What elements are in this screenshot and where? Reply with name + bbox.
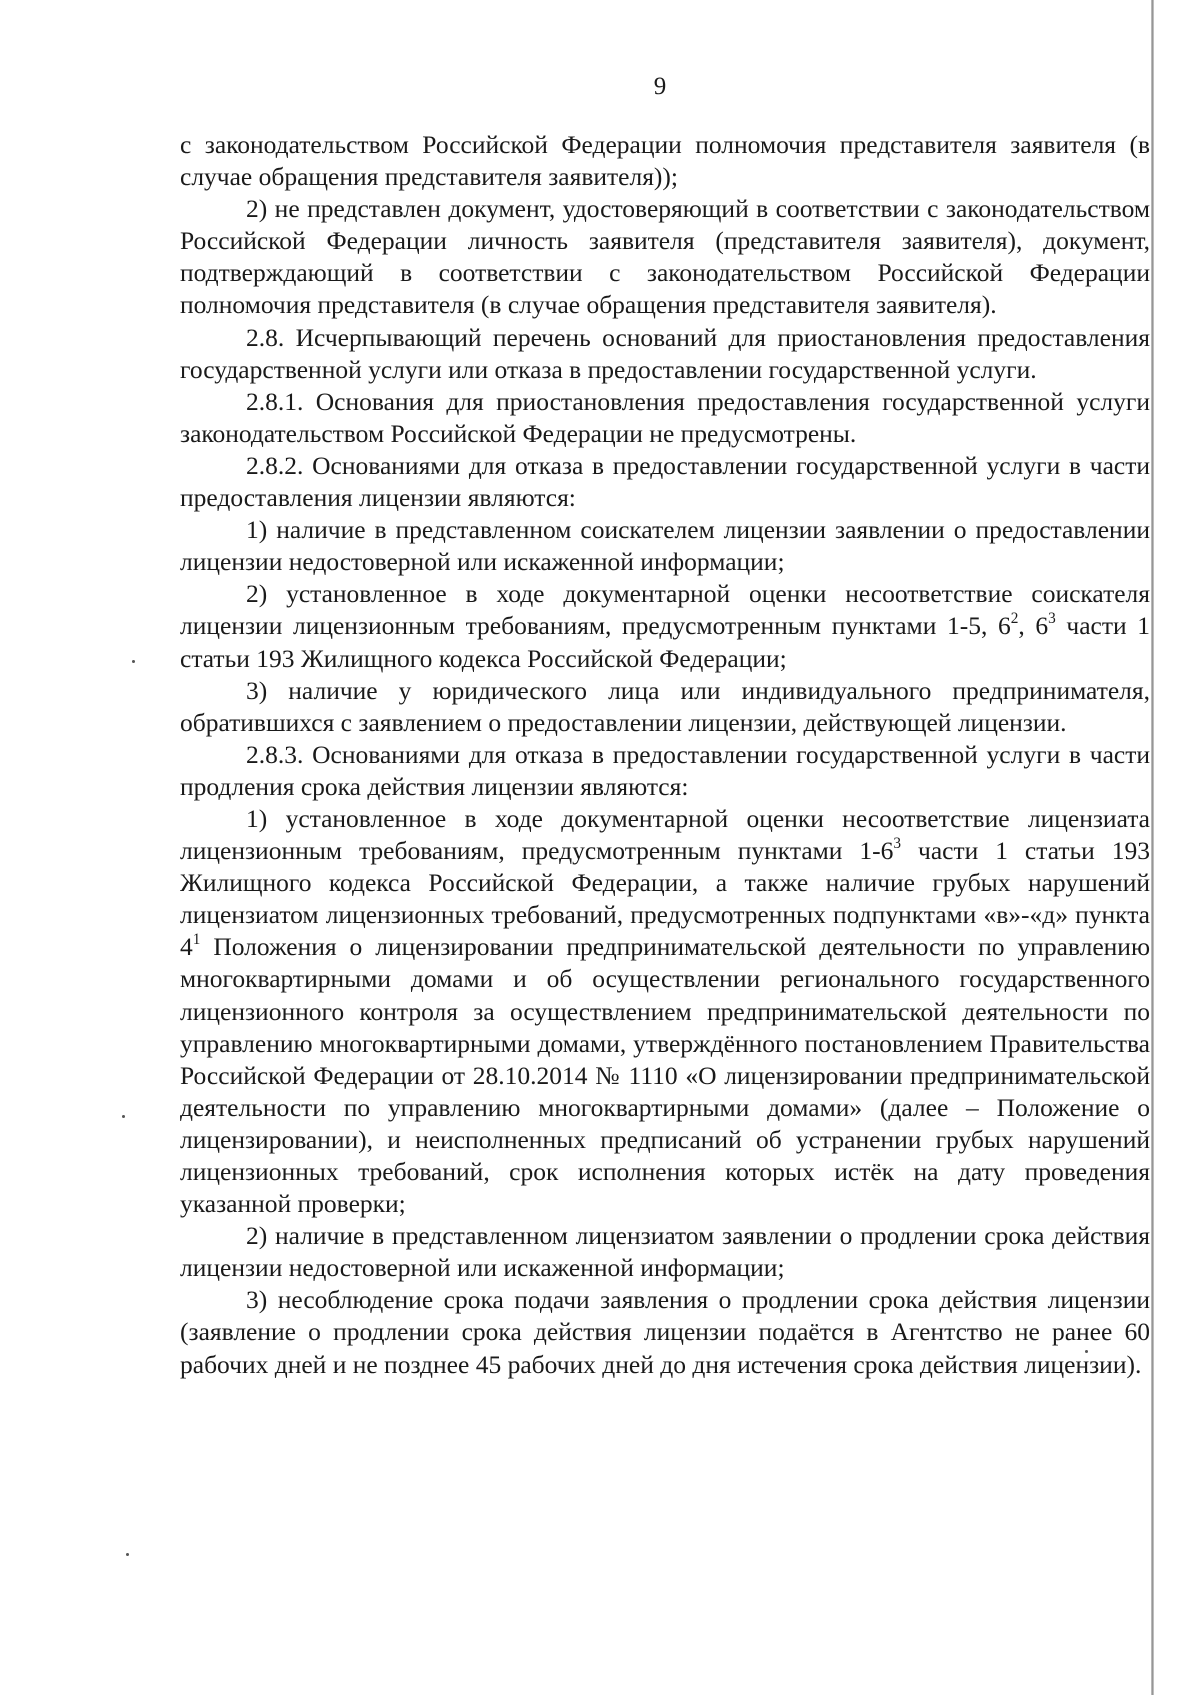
text-segment: части 1 статьи 193 Жилищного кодекса Российской Федерации; (180, 611, 1150, 673)
section-2-8-heading: 2.8. Исчерпывающий перечень оснований для приостановления предоставления государственной услуги или отказа в предоставлении государственной услуги. (180, 322, 1150, 384)
paragraph-2-8-3-item-1 (180, 803, 1150, 1220)
superscript: 3 (1048, 609, 1056, 627)
scan-speck (132, 660, 135, 663)
text-segment: 2) установленное в ходе документарной оценки несоответствие соискателя лицензии лицензионным требованиям, предусмотренным пунктами 1-5, 6 (180, 579, 1150, 641)
superscript: 2 (1010, 609, 1019, 627)
paragraph-2-8-2-item-3: 3) наличие у юридического лица или индивидуального предпринимателя, обратившихся с заявлением о предоставлении лицензии, действующей лицензии. (180, 675, 1150, 737)
text-segment: Положения о лицензировании предпринимательской деятельности по управлению многоквартирными домами и об осуществлении регионального государственного лицензионного контроля за осуществлением предпринимательской деятельности по управлению многоквартирными домами, утверждённого постановлением Правительства Российской Федерации от 28.10.2014 № 1110 «О лицензировании предпринимательской деятельности по управлению многоквартирными домами» (далее – Положение о лицензировании), и неисполненных предписаний об устранении грубых нарушений лицензионных требований, срок исполнения которых истёк на дату проведения указанной проверки; (180, 932, 1150, 1219)
superscript: 1 (192, 930, 201, 948)
text-segment: , 6 (1018, 611, 1049, 641)
paragraph-2-8-3-item-2: 2) наличие в представленном лицензиатом заявлении о продлении срока действия лицензии недостоверной или искаженной информации; (180, 1221, 1150, 1283)
scan-speck (126, 1553, 129, 1556)
section-2-8-1: 2.8.1. Основания для приостановления предоставления государственной услуги законодательством Российской Федерации не предусмотрены. (180, 386, 1150, 448)
section-2-8-2: 2.8.2. Основаниями для отказа в предоставлении государственной услуги в части предоставления лицензии являются: (180, 450, 1150, 513)
text-segment: 1) установленное в ходе документарной оценки несоответствие лицензиата лицензионным требованиям, предусмотренным пунктами 1-6 (180, 803, 1150, 866)
page-number: 9 (653, 73, 667, 100)
scan-speck (122, 1115, 125, 1118)
paragraph-2-8-2-item-1: 1) наличие в представленном соискателем лицензии заявлении о предоставлении лицензии недостоверной или искаженной информации; (180, 515, 1150, 577)
scan-edge-line (1151, 0, 1154, 1695)
paragraph-continuation: с законодательством Российской Федерации полномочия представителя заявителя (в случае обращения представителя заявителя)); (180, 130, 1150, 192)
superscript: 3 (893, 834, 902, 852)
paragraph-2-8-2-item-2 (180, 578, 1150, 674)
section-2-8-3: 2.8.3. Основаниями для отказа в предоставлении государственной услуги в части продления срока действия лицензии являются: (180, 739, 1150, 801)
text-segment: части 1 статьи 193 Жилищного кодекса Российской Федерации, а также наличие грубых нарушений лицензиатом лицензионных требований, предусмотренных подпунктами «в»-«д» пункта 4 (180, 836, 1150, 962)
document-body (180, 129, 1150, 1381)
paragraph-2-8-3-item-3: 3) несоблюдение срока подачи заявления о продлении срока действия лицензии (заявление о продлении срока действия лицензии подаётся в Агентство не ранее 60 рабочих дней и не позднее 45 рабочих дней до дня истечения срока действия лицензии). (180, 1285, 1150, 1379)
paragraph-item-2-no-document: 2) не представлен документ, удостоверяющий в соответствии с законодательством Российской Федерации личность заявителя (представителя заявителя), документ, подтверждающий в соответствии с законодательством Российской Федерации полномочия представителя (в случае обращения представителя заявителя). (180, 194, 1150, 320)
